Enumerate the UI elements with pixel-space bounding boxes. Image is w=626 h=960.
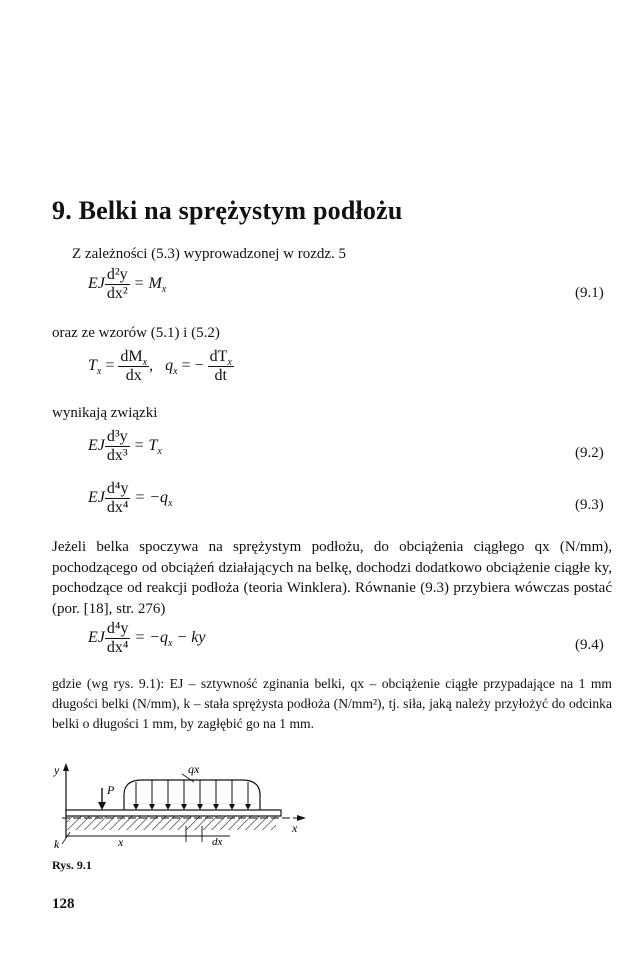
eq-q-sub: x bbox=[173, 366, 178, 378]
eq-q-denominator: dt bbox=[208, 366, 234, 385]
beam bbox=[66, 810, 281, 816]
eq4-rhs-sub: x bbox=[168, 638, 173, 650]
figure-beam-diagram bbox=[52, 760, 322, 860]
eq1-lhs: EJ bbox=[88, 275, 105, 293]
eq-q-symbol: q bbox=[165, 357, 174, 375]
eq1-rhs-sub: x bbox=[161, 284, 167, 296]
equation-9-1 bbox=[88, 266, 166, 303]
eq-t-numerator-sub: x bbox=[142, 357, 148, 368]
eq1-numerator: d²y bbox=[106, 266, 128, 283]
equation-9-3 bbox=[88, 480, 173, 517]
eq-q-numerator: dT bbox=[209, 348, 228, 365]
distributed-load-outline bbox=[124, 780, 260, 810]
eq-q-numerator-sub: x bbox=[227, 357, 232, 368]
eq-t-numerator: dM bbox=[120, 348, 143, 365]
chapter-heading: 9. Belki na sprężystym podłożu bbox=[52, 196, 403, 225]
page-number: 128 bbox=[52, 896, 75, 912]
eq-t-comma: , bbox=[149, 357, 154, 375]
eq2-number: (9.2) bbox=[575, 445, 604, 461]
x-axis-label: x bbox=[292, 821, 298, 835]
wynikaja-text: wynikają związki bbox=[52, 405, 158, 421]
equation-t-q bbox=[88, 348, 234, 385]
eq-t-sub: x bbox=[96, 366, 102, 378]
eq2-rhs: = T bbox=[133, 437, 158, 455]
eq-q-equals: = − bbox=[181, 357, 204, 375]
y-axis-arrow bbox=[63, 763, 69, 771]
eq1-rhs: = M bbox=[133, 275, 162, 293]
figure-caption: Rys. 9.1 bbox=[52, 858, 92, 872]
eq3-lhs: EJ bbox=[88, 489, 105, 507]
eq4-numerator: d⁴y bbox=[106, 620, 129, 637]
point-load-label: P bbox=[107, 783, 115, 797]
eq4-rhs2: − ky bbox=[176, 629, 206, 647]
eq-t-equals: = bbox=[105, 357, 115, 375]
eq3-denominator: dx⁴ bbox=[106, 499, 129, 516]
point-load-arrow bbox=[98, 802, 106, 810]
eq3-number: (9.3) bbox=[575, 497, 604, 513]
oraz-text: oraz ze wzorów (5.1) i (5.2) bbox=[52, 325, 220, 341]
eq3-rhs: = −q bbox=[134, 489, 169, 507]
y-axis-label: y bbox=[54, 763, 60, 777]
eq-t-denominator: dx bbox=[118, 366, 149, 385]
x-dimension-label: x bbox=[118, 835, 124, 849]
k-label: k bbox=[54, 837, 60, 851]
eq2-numerator: d³y bbox=[106, 428, 128, 445]
eq1-denominator: dx² bbox=[106, 285, 128, 302]
eq4-denominator: dx⁴ bbox=[106, 639, 129, 656]
paragraph-2: gdzie (wg rys. 9.1): EJ – sztywność zginania belki, qx – obciążenie ciągłe przypadające na 1 mm długości belki (N/mm), k – stała sprężysta podłoża (N/mm²), tj. siła, jaką należy przyłożyć do odcinka belki o długości 1 mm, by zagłębić go na 1 mm. bbox=[52, 676, 612, 731]
distributed-load-arrows bbox=[136, 780, 248, 807]
eq2-rhs-sub: x bbox=[157, 446, 162, 458]
dx-label: dx bbox=[212, 836, 223, 848]
equation-9-2 bbox=[88, 428, 162, 465]
paragraph-1: Jeżeli belka spoczywa na sprężystym podłożu, do obciążenia ciągłego qx (N/mm), pochodzącego od obciążeń działających na belkę, dochodzi dodatkowo obciążenie ciągłe ky, pochodzące od reakcji podłoża (teoria Winklera). Równanie (9.3) przybiera wówczas postać (por. [18], str. 276) bbox=[52, 539, 612, 617]
eq2-denominator: dx³ bbox=[106, 447, 128, 464]
eq4-rhs: = −q bbox=[134, 629, 169, 647]
eq4-lhs: EJ bbox=[88, 629, 105, 647]
eq-t-symbol: T bbox=[88, 357, 97, 375]
distributed-load-label: qx bbox=[188, 762, 200, 776]
x-axis-arrow bbox=[297, 815, 306, 821]
eq4-number: (9.4) bbox=[575, 637, 604, 653]
equation-9-4 bbox=[88, 620, 206, 657]
intro-text: Z zależności (5.3) wyprowadzonej w rozdz. 5 bbox=[72, 246, 347, 262]
eq3-rhs-sub: x bbox=[168, 498, 173, 510]
eq1-number: (9.1) bbox=[575, 285, 604, 301]
eq2-lhs: EJ bbox=[88, 437, 105, 455]
eq3-numerator: d⁴y bbox=[106, 480, 129, 497]
